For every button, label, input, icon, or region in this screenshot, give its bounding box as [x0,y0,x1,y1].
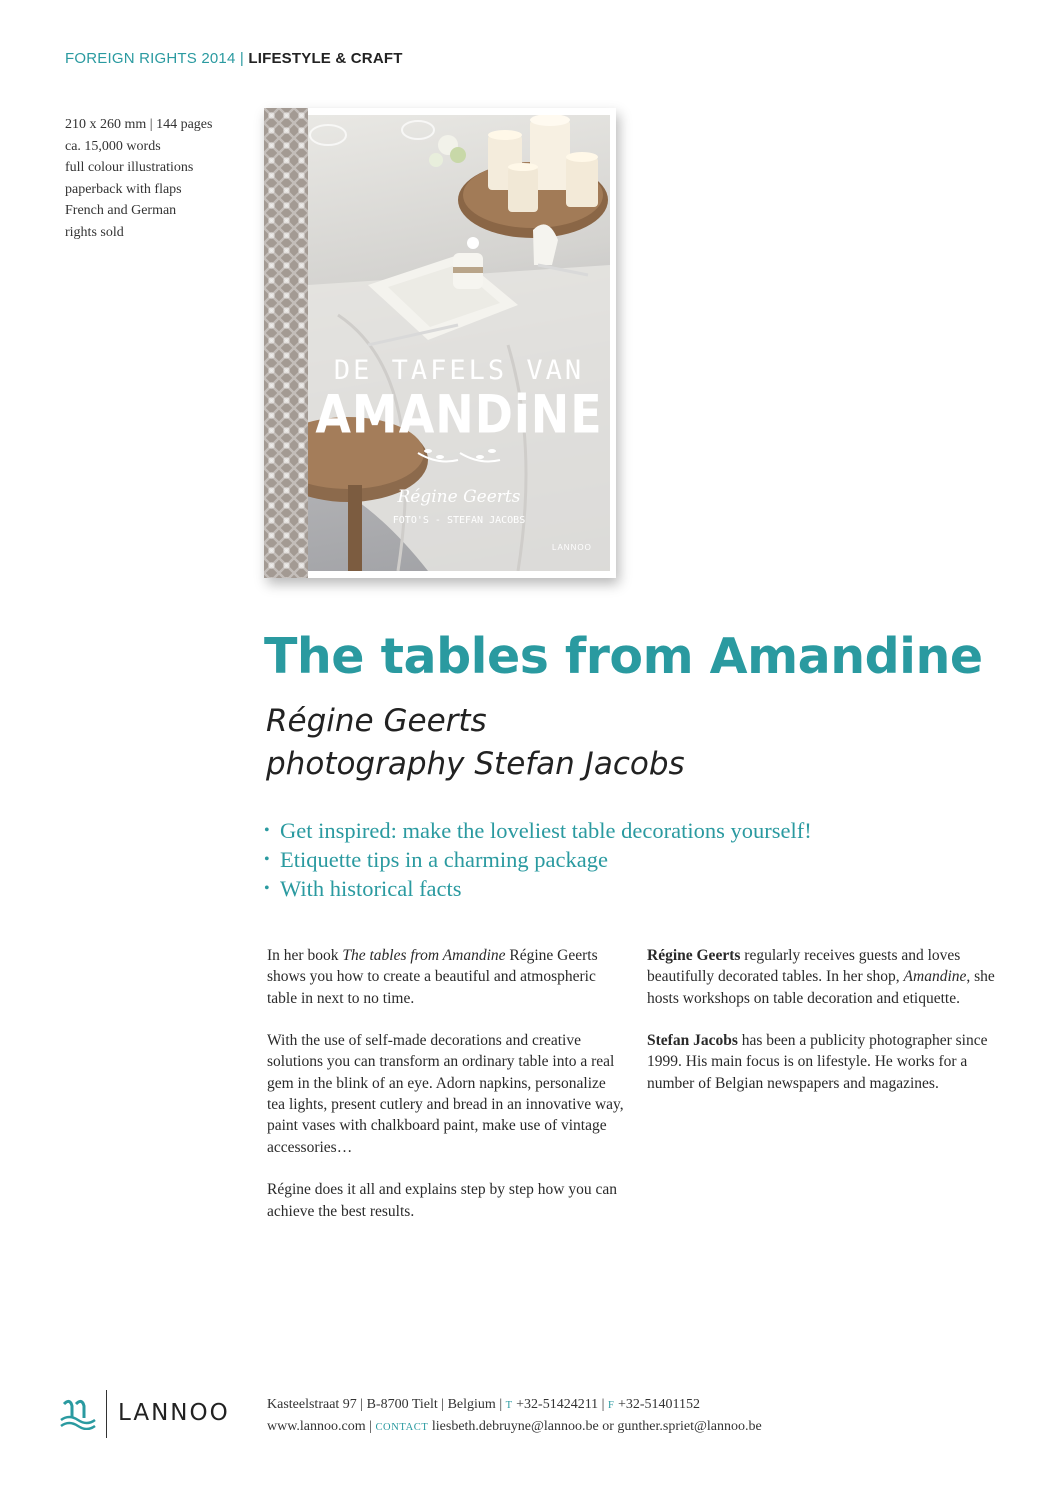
header-category: LIFESTYLE & CRAFT [248,50,403,67]
bullet-icon: • [264,851,270,868]
page-header [65,50,403,67]
highlights-list [264,816,812,903]
book-author: Régine Geerts [266,703,487,739]
address-line: Kasteelstraat 97 | B-8700 Tielt | Belgium | T +32-51424211 | F +32-51401152 [267,1397,700,1412]
author-bio: Régine Geerts regularly receives guests and loves beautifully decorated tables. In her shop, Amandine, she hosts workshops on table decoration and etiquette. [647,947,995,1007]
book-photographer: photography Stefan Jacobs [266,746,685,782]
contact-emails[interactable]: liesbeth.debruyne@lannoo.be or gunther.spriet@lannoo.be [428,1419,762,1434]
description-column [267,945,627,1243]
cover-title-line-2: AMANDiNE [315,382,603,446]
cover-author: Régine Geerts [397,487,521,507]
lannoo-logo [60,1390,240,1440]
description-paragraph-2: With the use of self-made decorations and creative solutions you can transform an ordinary table into a real gem in the blink of an eye. Adorn napkins, personalize tea lights, present cutlery and bread in an innovative way, paint vases with chalkboard paint, make use of vintage accessories… [267,1032,624,1156]
header-section: FOREIGN RIGHTS 2014 [65,50,236,67]
book-cover [264,108,616,578]
spec-format: 210 x 260 mm | 144 pages [65,117,213,132]
header-separator: | [239,50,244,67]
logo-divider [106,1390,107,1438]
cover-photo-credit: FOTO'S - STEFAN JACOBS [392,515,526,526]
book-specs [65,114,212,243]
highlight-item: • Get inspired: make the loveliest table decorations yourself! [264,818,812,843]
website-link[interactable]: www.lannoo.com | [267,1419,376,1434]
contact-info [267,1394,762,1438]
book-credits [266,700,685,786]
bios-column [647,945,1007,1115]
description-paragraph-3: Régine does it all and explains step by step how you can achieve the best results. [267,1181,617,1220]
spec-words: ca. 15,000 words [65,138,161,154]
photographer-bio: Stefan Jacobs has been a publicity photographer since 1999. His main focus is on lifestyle. He works for a number of Belgian newspapers and magazines. [647,1032,988,1092]
cover-publisher: LANNOO [552,543,592,552]
highlight-item: • Etiquette tips in a charming package [264,847,609,872]
spec-rights-1: French and German [65,203,177,218]
bullet-icon: • [264,822,270,839]
cover-title-line-1: DE TAFELS VAN [333,355,585,386]
highlight-item: • With historical facts [264,876,462,901]
web-contact-line: www.lannoo.com | CONTACT liesbeth.debruyne@lannoo.be or gunther.spriet@lannoo.be [267,1419,762,1434]
description-paragraph-1: In her book The tables from Amandine Régine Geerts shows you how to create a beautiful and atmospheric table in next to no time. [267,947,598,1007]
cover-photo [308,115,610,571]
cover-spine-pattern [264,108,308,578]
spec-illustrations: full colour illustrations [65,160,194,175]
lannoo-wave-icon [60,1396,96,1430]
bullet-icon: • [264,880,270,897]
spec-rights-2: rights sold [65,224,124,240]
book-title: The tables from Amandine [264,628,983,685]
spec-binding: paperback with flaps [65,181,182,197]
logo-wordmark: LANNOO [118,1400,230,1426]
